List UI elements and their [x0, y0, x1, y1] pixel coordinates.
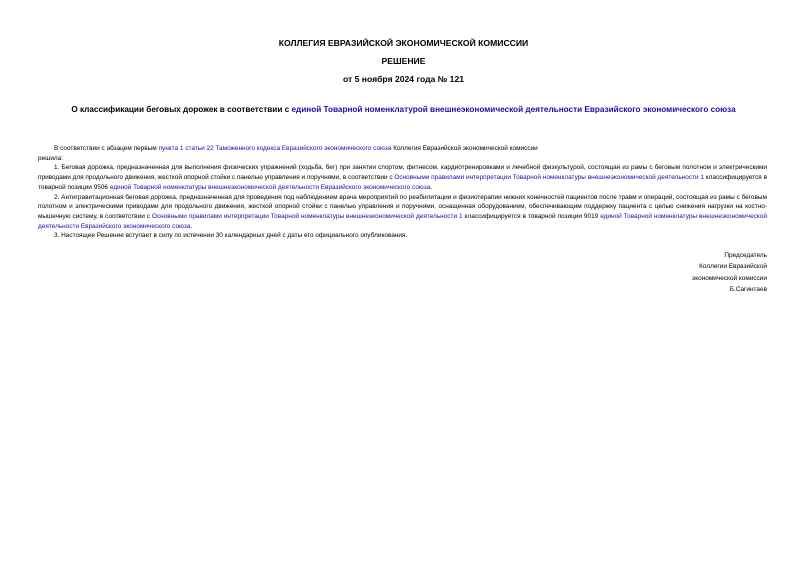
- document-date-number: от 5 ноября 2024 года № 121: [342, 74, 465, 84]
- signature-block: [692, 250, 767, 296]
- item-2-tnved-link[interactable]: единой Товарной номенклатуры внешнеэкономической деятельности Евразийского экономического союза: [38, 212, 767, 230]
- item-1-text-3: .: [430, 183, 433, 191]
- document-type-heading: РЕШЕНИЕ: [381, 56, 426, 66]
- item-2-text-1: 2. Антигравитационная беговая дорожка, предназначенная для проведения под наблюдением врача мероприятий по реабилитации и физиотерапии нижних конечностей пациентов после травм и операций, состоящая из рамы с беговым полотном и электрическими приводами для продольного движения, жесткой опорной стойки с панелью управления и поручнями, оснащенная оборудованием, обеспечивающим поддержку пациента с целью снижения нагрузки на костно-мышечную систему, в соответствии с: [38, 193, 767, 220]
- item-2-text-2: классифицируется в товарной позиции 9019: [462, 212, 601, 220]
- signature-name: Б.Сагинтаев: [729, 286, 767, 294]
- customs-code-link[interactable]: пункта 1 статьи 22 Таможенного кодекса Евразийского экономического союза: [158, 145, 392, 152]
- preamble-text-1: В соответствии с абзацем первым: [54, 145, 159, 152]
- document-title: [40, 104, 767, 115]
- decided-label: решила:: [38, 154, 64, 162]
- item-3-text-1: 3. Настоящее Решение вступает в силу по истечении 30 календарных дней с даты его официального опубликования.: [54, 232, 408, 240]
- signature-body-2: экономической комиссии: [691, 274, 767, 282]
- item-1-text-1: 1. Беговая дорожка, предназначенная для выполнения физических упражнений (ходьба, бег) при занятии спортом, фитнесом, кардиотренировками и лечебной физкультурой, состоящая из рамы с беговым полотном и электрическими приводами для продольного движения, жесткой опорной стойки с панелью управления и поручнями, в соответствии с: [38, 164, 767, 182]
- item-2-paragraph: [38, 193, 767, 232]
- document-body: [38, 144, 767, 241]
- title-prefix: О классификации беговых дорожек в соответствии с: [71, 105, 292, 114]
- item-1-tnved-link[interactable]: единой Товарной номенклатуры внешнеэкономической деятельности Евразийского экономического союза: [109, 183, 431, 191]
- signature-position: Председатель: [724, 252, 767, 259]
- organization-heading: КОЛЛЕГИЯ ЕВРАЗИЙСКОЙ ЭКОНОМИЧЕСКОЙ КОМИССИИ: [278, 38, 529, 48]
- title-tnved-link[interactable]: единой Товарной номенклатурой внешнеэкономической деятельности Евразийского экономического союза: [291, 105, 736, 114]
- item-2-rules-link[interactable]: Основными правилами интерпретации Товарной номенклатуры внешнеэкономической деятельности 1: [151, 212, 463, 220]
- item-2-text-3: .: [190, 222, 193, 230]
- item-1-paragraph: [38, 163, 767, 192]
- item-3-paragraph: [38, 231, 767, 241]
- item-1-rules-link[interactable]: Основными правилами интерпретации Товарной номенклатуры внешнеэкономической деятельности 1: [394, 174, 704, 182]
- preamble-paragraph: [38, 144, 767, 154]
- item-1-text-2: классифицируется в товарной позиции 9506: [38, 174, 767, 191]
- preamble-text-2: Коллегия Евразийской экономической комиссии: [391, 145, 538, 152]
- signature-body-1: Коллегии Евразийской: [699, 263, 767, 271]
